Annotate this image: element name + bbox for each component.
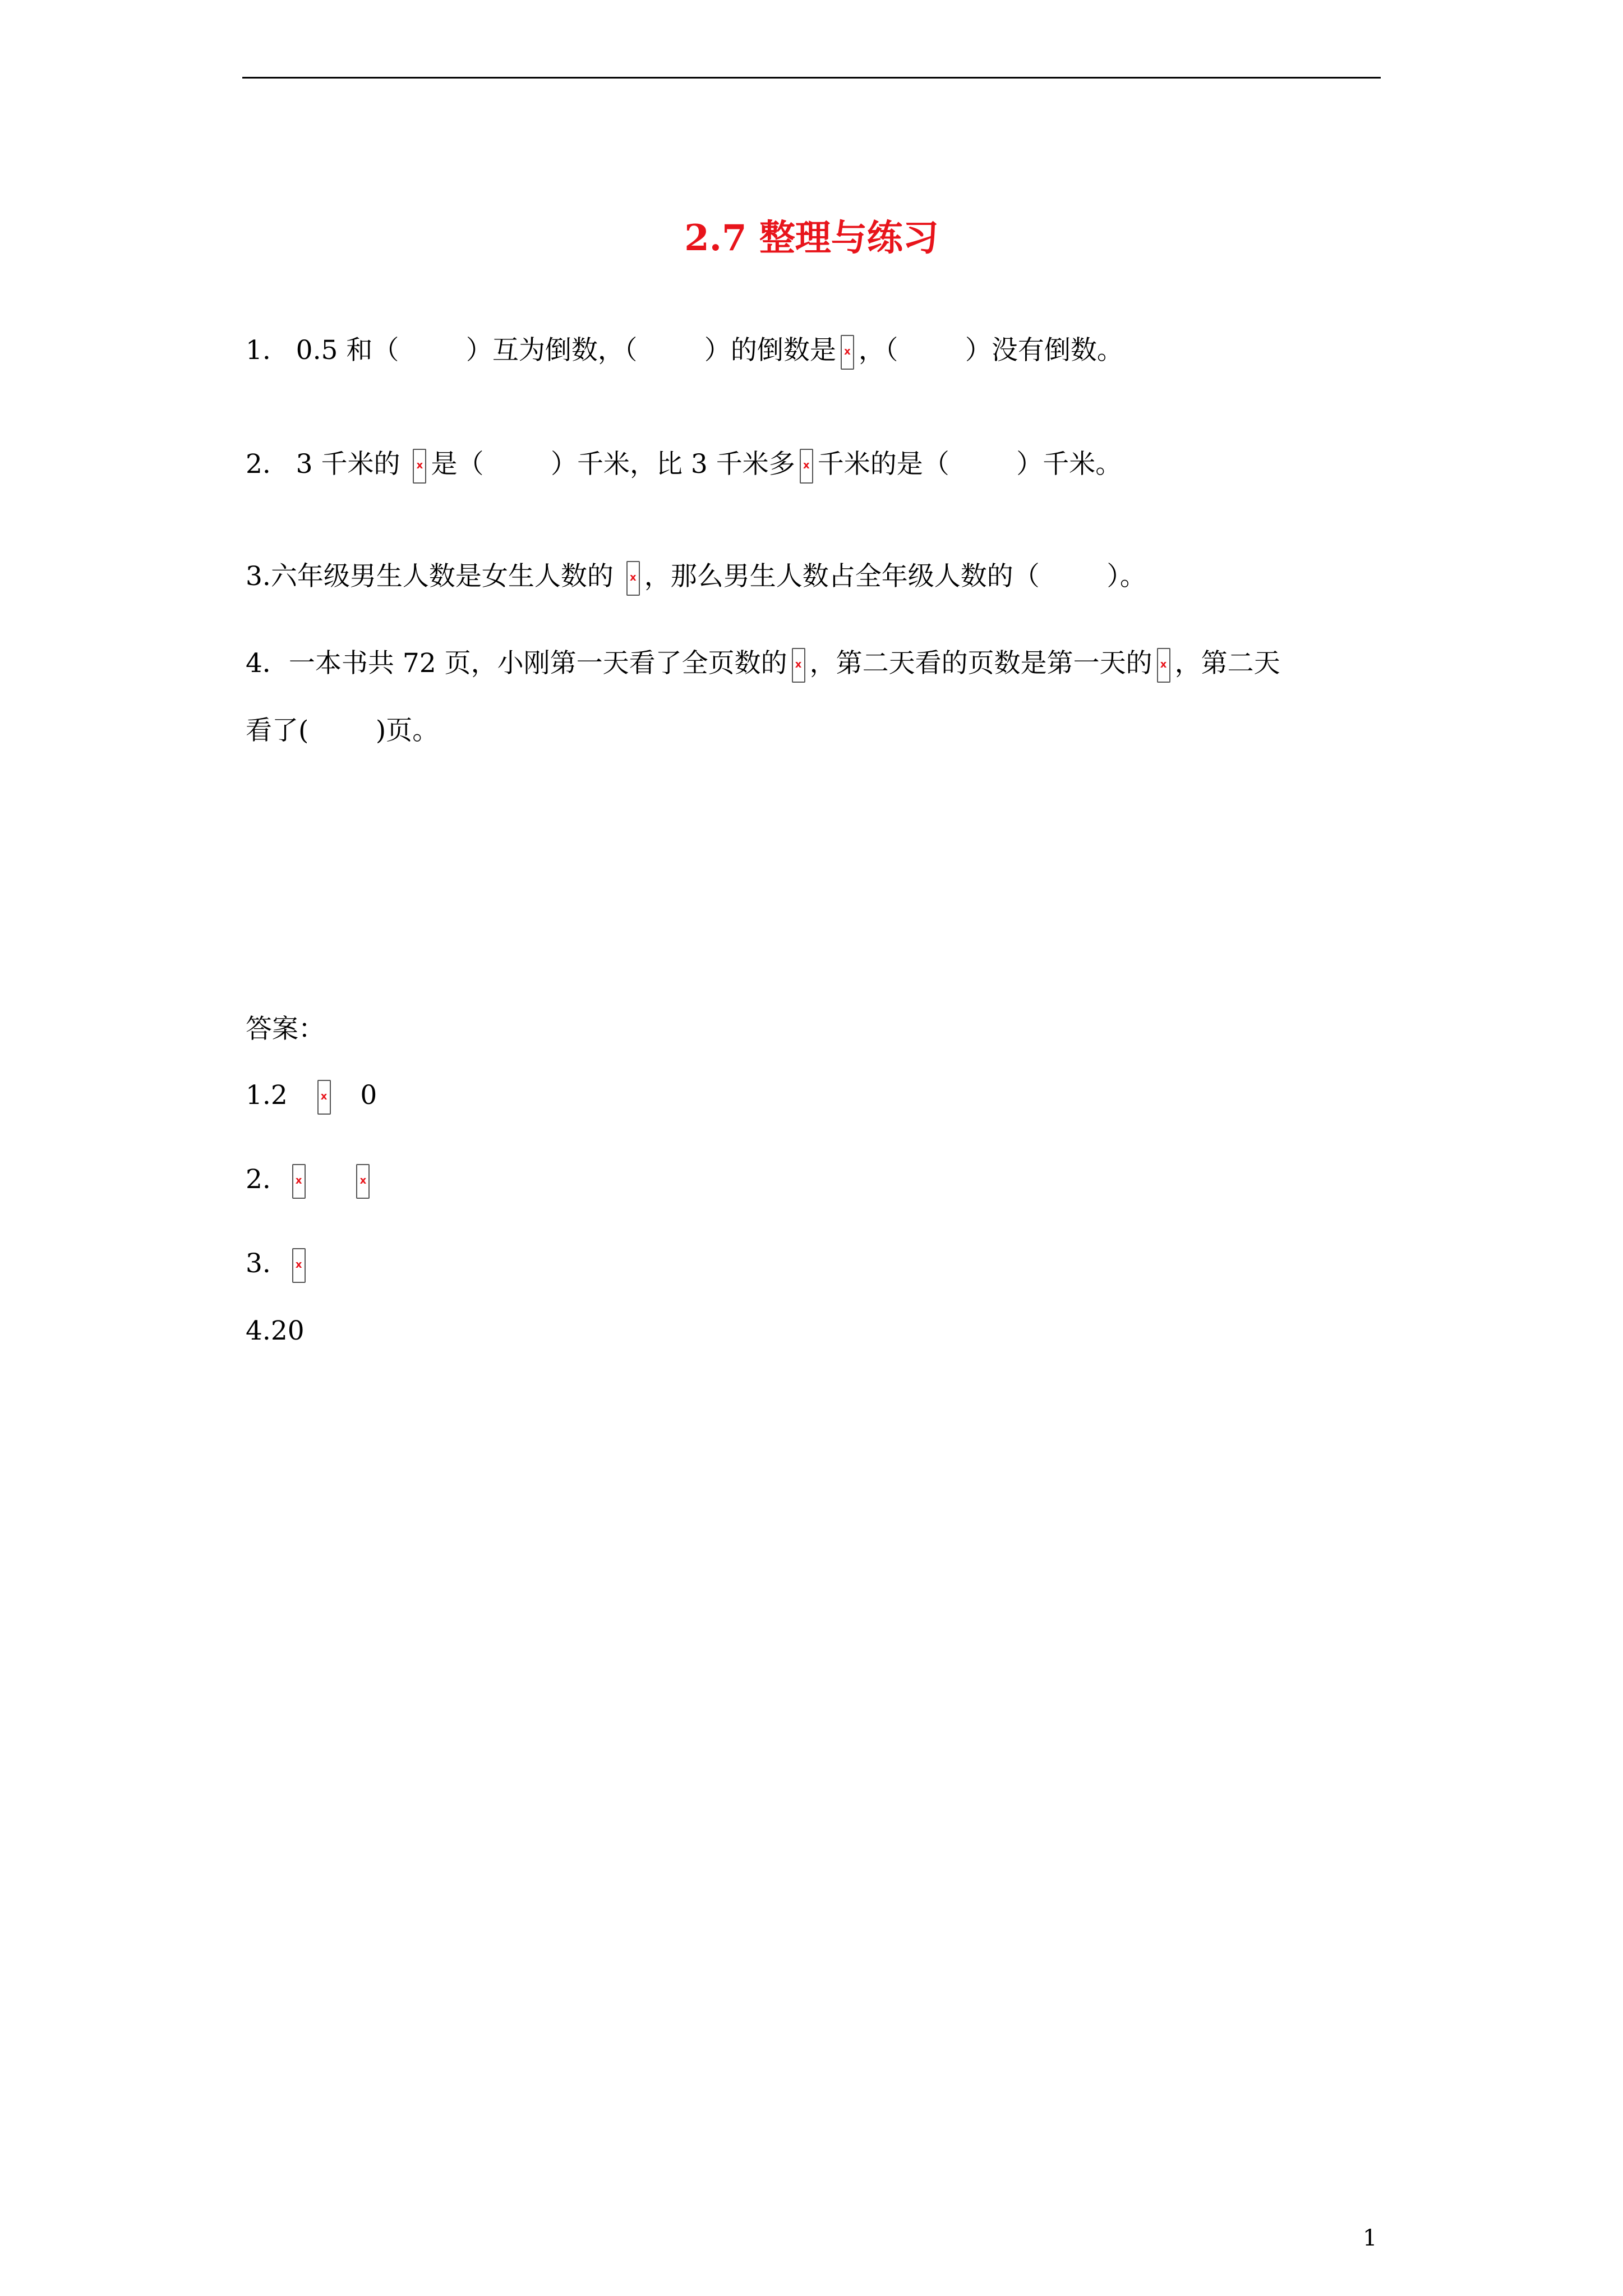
question-4 <box>246 645 1280 683</box>
broken-image-icon: x <box>626 561 640 596</box>
question-2-text-b: 是（ ）千米，比 3 千米多 <box>431 449 795 480</box>
broken-image-icon: x <box>292 1164 306 1199</box>
header-rule <box>242 77 1381 79</box>
question-4-text-b: ，第二天看的页数是第一天的 <box>809 648 1152 679</box>
question-4-continuation <box>246 712 439 749</box>
answers-heading-text: 答案： <box>246 1014 325 1045</box>
broken-image-icon: x <box>800 449 813 484</box>
broken-image-icon: x <box>792 648 805 683</box>
answer-4-text: 4.20 <box>246 1315 305 1346</box>
broken-image-icon: x <box>413 449 426 484</box>
broken-image-icon: x <box>292 1248 306 1283</box>
question-4-text-a: 4．一本书共 72 页，小刚第一天看了全页数的 <box>246 648 787 679</box>
answer-1-text-a: 1.2 <box>246 1080 313 1111</box>
answer-2 <box>246 1161 374 1199</box>
answer-2-text-a: 2. <box>246 1164 288 1195</box>
question-3-text-a: 3.六年级男生人数是女生人数的 <box>246 561 622 592</box>
question-3 <box>246 558 1146 596</box>
answer-3 <box>246 1245 310 1283</box>
question-1-text-b: ，（ ）没有倒数。 <box>858 335 1123 366</box>
question-3-text-b: ，那么男生人数占全年级人数的（ ）。 <box>644 561 1146 592</box>
question-4-text-c: ，第二天 <box>1174 648 1280 679</box>
broken-image-icon: x <box>317 1080 331 1115</box>
answer-1-text-b: 0 <box>335 1080 377 1111</box>
page-number: 1 <box>1363 2225 1377 2251</box>
answer-2-text-b <box>310 1164 352 1195</box>
answer-4 <box>246 1313 305 1350</box>
broken-image-icon: x <box>841 335 854 370</box>
question-2 <box>246 446 1122 484</box>
question-2-text-a: 2. 3 千米的 <box>246 449 409 480</box>
answer-3-text-a: 3. <box>246 1248 288 1279</box>
broken-image-icon: x <box>356 1164 370 1199</box>
question-1 <box>246 332 1123 370</box>
page-title: 2.7 整理与练习 <box>684 217 939 259</box>
question-1-text-a: 1. 0.5 和（ ）互为倒数，（ ）的倒数是 <box>246 335 836 366</box>
answer-1 <box>246 1077 377 1115</box>
question-4-text-d: 看了( )页。 <box>246 715 439 746</box>
answers-heading <box>246 1011 325 1048</box>
broken-image-icon: x <box>1157 648 1170 683</box>
question-2-text-c: 千米的是（ ）千米。 <box>817 449 1122 480</box>
